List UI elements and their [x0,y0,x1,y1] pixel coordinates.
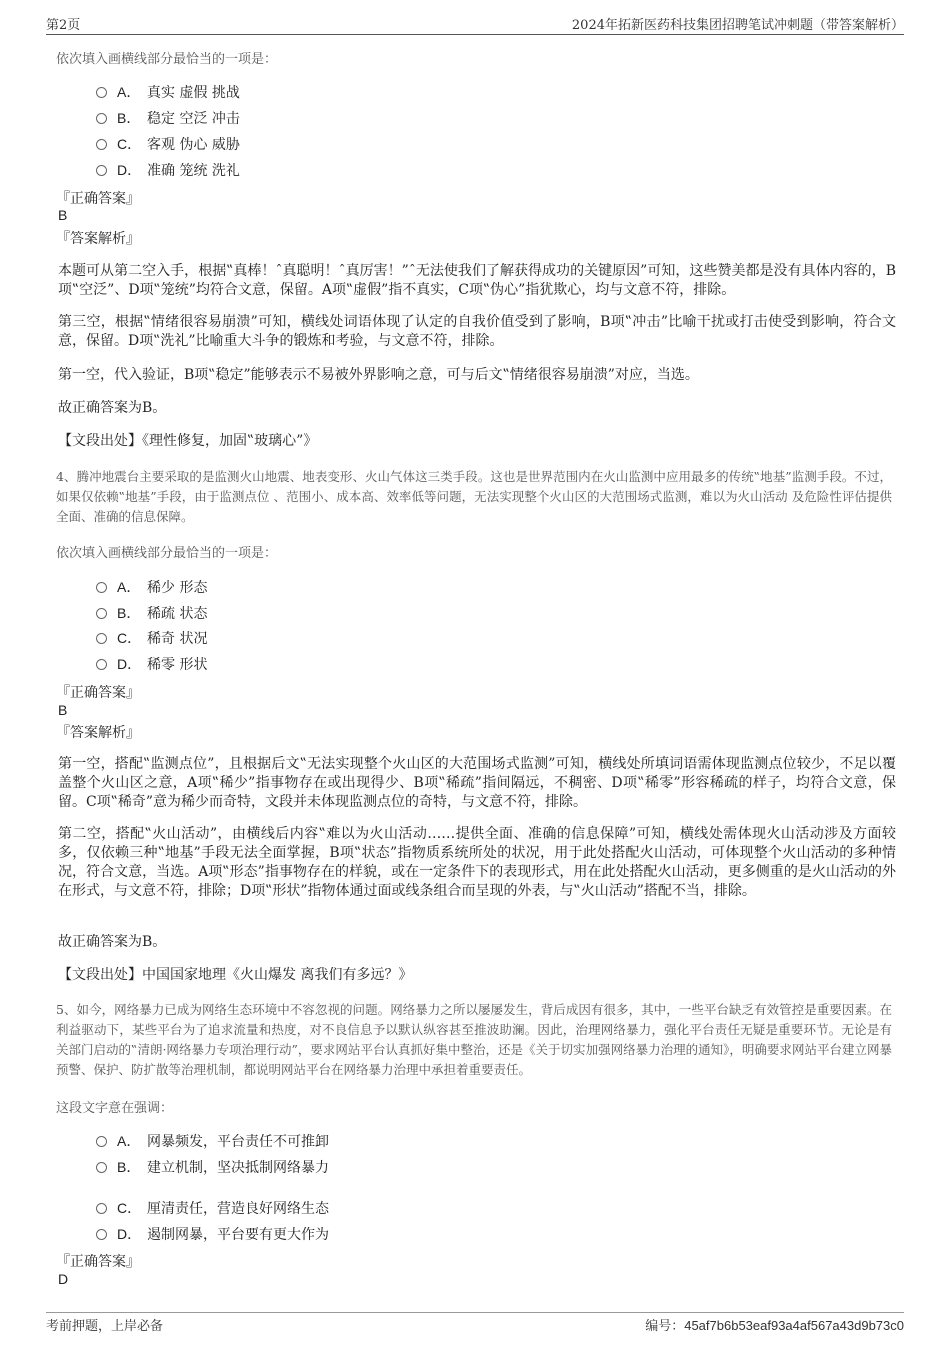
q5-option-d[interactable]: D． 遏制网暴，平台要有更大作为 [96,1224,329,1244]
q4-answer-label: 『正确答案』 [56,685,140,701]
q3-option-d[interactable]: D． 准确 笼统 洗礼 [96,160,240,180]
document-title: 2024年拓新医药科技集团招聘笔试冲刺题（带答案解析） [571,18,904,33]
q4-option-a[interactable]: A． 稀少 形态 [96,577,207,597]
radio-icon[interactable] [96,608,107,619]
q4-option-d[interactable]: D． 稀零 形状 [96,654,207,674]
q5-option-c[interactable]: C． 厘清责任，营造良好网络生态 [96,1198,329,1218]
radio-icon[interactable] [96,1162,107,1173]
q5-option-b[interactable]: B． 建立机制，坚决抵制网络暴力 [96,1157,329,1177]
radio-icon[interactable] [96,1136,107,1147]
q4-option-c[interactable]: C． 稀奇 状况 [96,628,207,648]
radio-icon[interactable] [96,659,107,670]
q4-option-b[interactable]: B． 稀疏 状态 [96,603,207,623]
radio-icon[interactable] [96,139,107,150]
page-header [46,12,904,35]
q4-analysis-paragraph: 第二空，搭配‟火山活动”，由横线后内容‟难以为火山活动……提供全面、准确的信息保障”可知，横线处需体现火山活动涉及方面较多，仅依赖三种‟地基”手段无法全面掌握，B项‟状态”指物质系统所处的状况，用于此处搭配火山活动，可体现整个火山活动的多种情况，符合文意，当选。A项‟形态”指事物存在的样貌，或在一定条件下的表现形式，用在此处搭配火山活动，更多侧重的是火山活动的外在形式，与文意不符，排除；D项‟形状”指物体通过面或线条组合而呈现的外表，与‟火山活动”搭配不当，排除。 [58,826,896,899]
q3-source: 【文段出处】《理性修复，加固‟玻璃心”》 [58,433,318,449]
q3-answer-label: 『正确答案』 [56,191,140,207]
q4-source: 【文段出处】中国国家地理《火山爆发 离我们有多远？》 [58,967,413,983]
q3-analysis-label: 『答案解析』 [56,231,140,247]
q3-conclusion: 故正确答案为B。 [58,400,167,416]
q3-option-c[interactable]: C． 客观 伪心 威胁 [96,134,240,154]
q3-analysis-paragraph: 本题可从第二空入手，根据‟真棒！ˆ真聪明！ˆ真厉害！”ˆ无法使我们了解获得成功的关键原因”可知，这些赞美都是没有具体内容的，B项‟空泛”、D项‟笼统”均符合文意，保留。A项‟虚假”指不真实，C项‟伪心”指犹欺心，均与文意不符，排除。 [58,263,896,298]
footer-slogan: 考前押题，上岸必备 [46,1319,164,1334]
radio-icon[interactable] [96,87,107,98]
q3-option-b[interactable]: B． 稳定 空泛 冲击 [96,108,240,128]
q5-option-a[interactable]: A． 网暴频发，平台责任不可推卸 [96,1131,329,1151]
q5-answer-label: 『正确答案』 [56,1254,140,1270]
q3-prompt: 依次填入画横线部分最恰当的一项是： [56,52,278,67]
q3-analysis-paragraph: 第三空，根据‟情绪很容易崩溃”可知，横线处词语体现了认定的自我价值受到了影响，B项‟冲击”比喻干扰或打击使受到影响，符合文意，保留。D项‟洗礼”比喻重大斗争的锻炼和考验，与文意不符，排除。 [58,314,896,349]
radio-icon[interactable] [96,633,107,644]
q5-stem: 5、如今，网络暴力已成为网络生态环境中不容忽视的问题。网络暴力之所以屡屡发生，背后成因有很多，其中，一些平台缺乏有效管控是重要因素。在利益驱动下，某些平台为了追求流量和热度，对不良信息予以默认纵容甚至推波助澜。因此，治理网络暴力，强化平台责任无疑是重要环节。无论是有关部门启动的‟清朗·网络暴力专项治理行动”，要求网站平台认真抓好集中整治，还是《关于切实加强网络暴力治理的通知》，明确要求网站平台建立网暴预警、保护、防扩散等治理机制，都说明网站平台在网络暴力治理中承担着重要责任。 [56,1002,892,1077]
page-number: 第2页 [46,18,81,33]
q3-analysis-paragraph: 第一空，代入验证，B项‟稳定”能够表示不易被外界影响之意，可与后文‟情绪很容易崩溃”对应，当选。 [58,367,699,383]
q4-analysis-label: 『答案解析』 [56,725,140,741]
q3-answer: B [58,207,68,223]
q4-conclusion: 故正确答案为B。 [58,934,167,950]
q4-analysis-paragraph: 第一空，搭配‟监测点位”，且根据后文‟无法实现整个火山区的大范围场式监测”可知，横线处所填词语需体现监测点位较少，不足以覆盖整个火山区之意，A项‟稀少”指事物存在或出现得少、B项‟稀疏”指间隔远，不稠密、D项‟稀零”形容稀疏的样子，均符合文意，保留。C项‟稀奇”意为稀少而奇特，文段并未体现监测点位的奇特，与文意不符，排除。 [58,756,896,810]
q4-stem: 4、腾冲地震台主要采取的是监测火山地震、地表变形、火山气体这三类手段。这也是世界范围内在火山监测中应用最多的传统‟地基”监测手段。不过，如果仅依赖‟地基”手段，由于监测点位 、范围小、成本高、效率低等问题，无法实现整个火山区的大范围场式监测，难以为火山活动 及危险性评估提供全面、准确的信息保障。 [56,469,892,524]
q4-prompt: 依次填入画横线部分最恰当的一项是： [56,546,278,561]
radio-icon[interactable] [96,1203,107,1214]
document-code: 编号：45af7b6b53eaf93a4af567a43d9b73c0 [645,1318,904,1333]
q5-prompt: 这段文字意在强调： [56,1101,174,1116]
radio-icon[interactable] [96,165,107,176]
q5-answer: D [58,1271,69,1287]
page-footer [46,1312,904,1334]
q3-option-a[interactable]: A． 真实 虚假 挑战 [96,82,240,102]
radio-icon[interactable] [96,582,107,593]
radio-icon[interactable] [96,1229,107,1240]
radio-icon[interactable] [96,113,107,124]
q4-answer: B [58,702,68,718]
